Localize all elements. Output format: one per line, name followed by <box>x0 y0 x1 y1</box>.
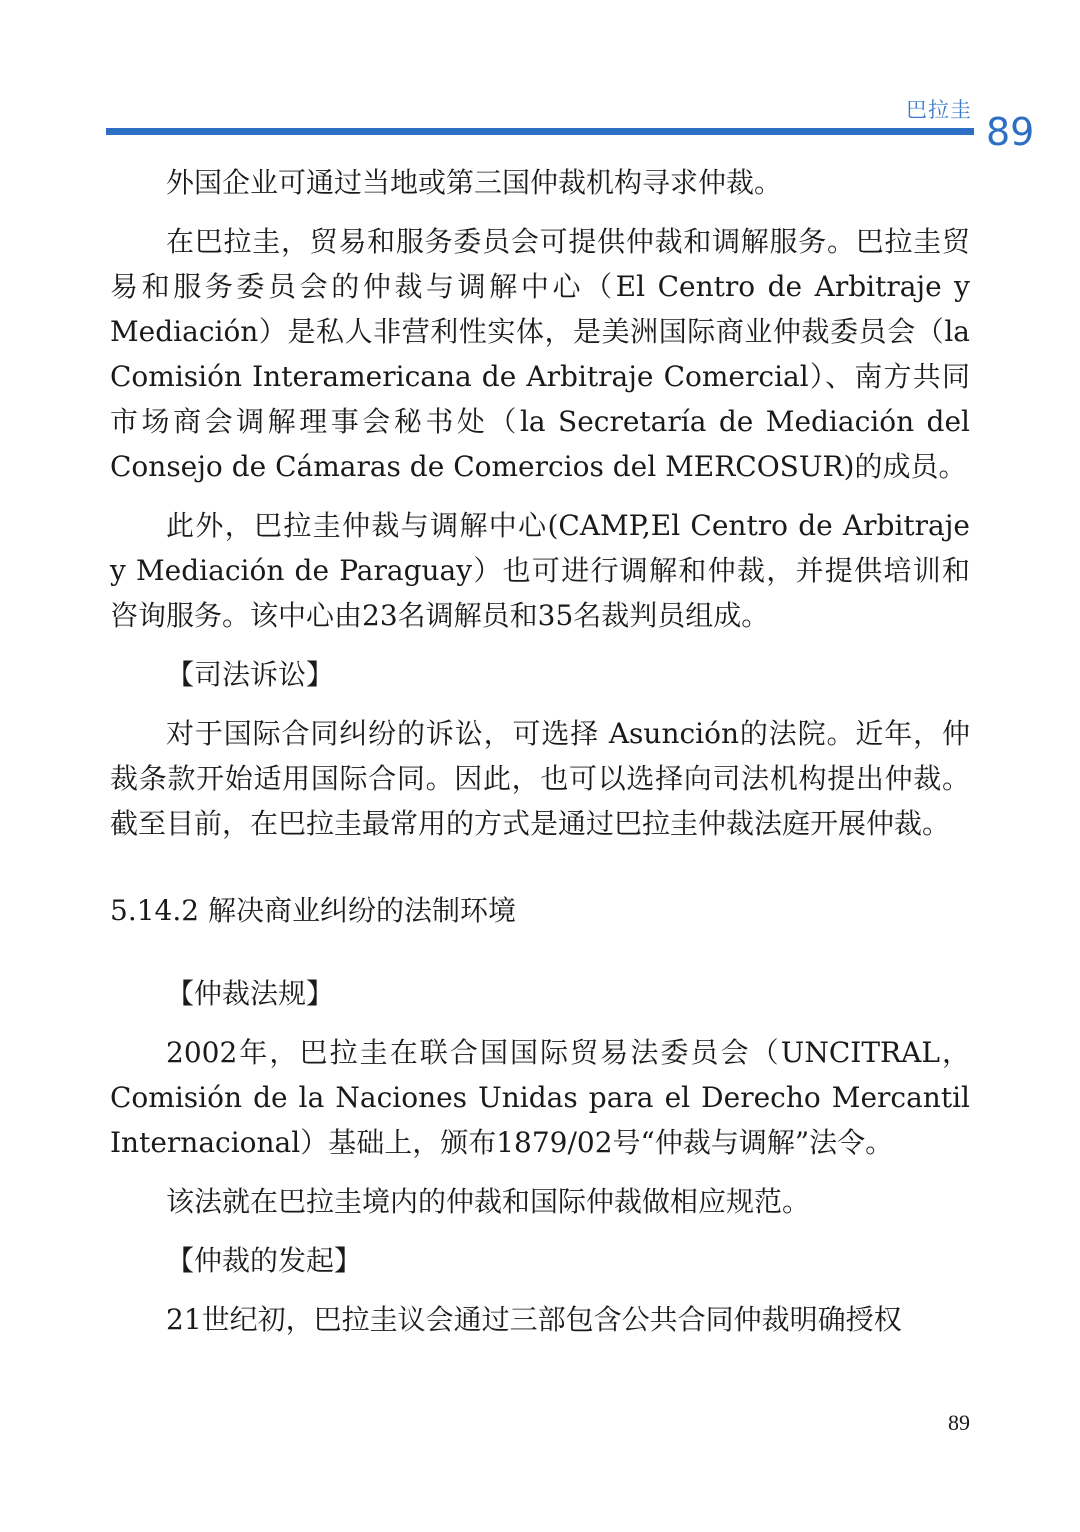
subheading-arbitration-law: 【仲裁法规】 <box>166 977 335 1010</box>
paragraph-litigation: 对于国际合同纠纷的诉讼，可选择 Asunción的法院。近年，仲裁条款开始适用国际合同。因此，也可以选择向司法机构提出仲裁。截至目前，在巴拉圭最常用的方式是通过巴拉圭仲裁法庭开展仲裁。 <box>110 717 970 840</box>
section-title: 5.14.2 解决商业纠纷的法制环境 <box>110 894 516 927</box>
paragraph-commerce-committee: 在巴拉圭，贸易和服务委员会可提供仲裁和调解服务。巴拉圭贸易和服务委员会的仲裁与调解中心（El Centro de Arbitraje y Mediación）是私人非营利性实体，是美洲国际商业仲裁委员会（la Comisión Interamericana de Arbitraje Comercial）、南方共同市场商会调解理事会秘书处（la Secretaría de Mediación del Consejo de Cámaras de Comercios del MERCOSUR)的成员。 <box>110 225 970 483</box>
header-rule <box>106 128 974 135</box>
header-page-number: 89 <box>986 110 1035 154</box>
page-body <box>110 160 970 1342</box>
subheading-litigation: 【司法诉讼】 <box>166 658 335 691</box>
paragraph-foreign-arbitration: 外国企业可通过当地或第三国仲裁机构寻求仲裁。 <box>166 166 783 199</box>
paragraph-initiation: 21世纪初，巴拉圭议会通过三部包含公共合同仲裁明确授权 <box>166 1303 902 1336</box>
paragraph-camp: 此外，巴拉圭仲裁与调解中心(CAMP,El Centro de Arbitraje y Mediación de Paraguay）也可进行调解和仲裁，并提供培训和咨询服务。该中心由23名调解员和35名裁判员组成。 <box>110 509 970 632</box>
paragraph-uncitral: 2002年，巴拉圭在联合国国际贸易法委员会（UNCITRAL，Comisión de la Naciones Unidas para el Derecho Mercantil Internacional）基础上，颁布1879/02号“仲裁与调解”法令。 <box>110 1036 970 1159</box>
paragraph-scope: 该法就在巴拉圭境内的仲裁和国际仲裁做相应规范。 <box>166 1185 811 1218</box>
subheading-initiation: 【仲裁的发起】 <box>166 1244 363 1277</box>
running-header-title: 巴拉圭 <box>906 98 972 122</box>
footer-page-number: 89 <box>948 1410 970 1435</box>
